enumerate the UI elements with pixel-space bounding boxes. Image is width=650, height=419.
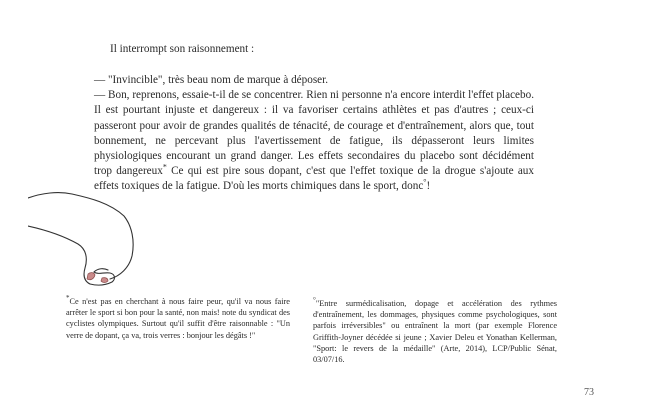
footnote-1 (66, 296, 290, 341)
page-number: 73 (584, 387, 594, 398)
footnote-1-marker: * (66, 294, 70, 303)
dialogue-paragraph-2 (94, 88, 534, 194)
footnote-2-text: "Entre surmédicalisation, dopage et accélération des rythmes d'entraînement, les dommages, physiques comme psychologiques, sont parfois irréversibles" ou entraînent la mort (par exemple Florence Griffith-Joyner décédée si jeune ; Xavier Deleu et Yonathan Kellerman, "Sport: le revers de la médaille" (Arte, 2014), LCP/Public Sénat, 03/07/16. (313, 299, 557, 365)
footnote-ref-1: * (162, 162, 167, 172)
footnote-ref-2: ° (423, 177, 427, 187)
paragraph-text-part-1: — Bon, reprenons, essaie-t-il de se concentrer. Rien ni personne n'a encore interdit l'effet placebo. Il est pourtant injuste et dangereux : il va favoriser certains athlètes et pas d'autres ; ceux-ci passeront pour avoir de grandes qualités de ténacité, de courage et d'entraînement, alors que, tout bonnement, ne percevant plus l'avertissement de fatigue, ils dépasseront leurs limites physiologiques encourant un grand danger. Les effets secondaires du placebo sont décidément trop dangereux (94, 89, 534, 178)
dialogue-line-1: — "Invincible", très beau nom de marque à déposer. (94, 74, 329, 86)
footnote-1-text: Ce n'est pas en cherchant à nous faire peur, qu'il va nous faire arrêter le sport si bon pour la santé, non mais! note du syndicat des cyclistes olympiques. Surtout qu'il suffit d'être raisonnable : "Un verre de dopant, ça va, trois verres : bonjour les dégâts !" (66, 297, 290, 340)
paragraph-end: ! (426, 180, 431, 193)
footnote-2 (313, 298, 557, 365)
dialogue-block (94, 73, 534, 195)
hand-sketch-illustration (28, 186, 140, 292)
footnote-2-marker: ° (313, 296, 316, 305)
paragraph-text-part-2: Ce qui est pire sous dopant, c'est que l'effet toxique de la drogue s'ajoute aux effets toxiques de la fatigue. D'où les morts chimiques dans le sport, donc (94, 165, 534, 193)
intro-line: Il interrompt son raisonnement : (110, 43, 255, 55)
